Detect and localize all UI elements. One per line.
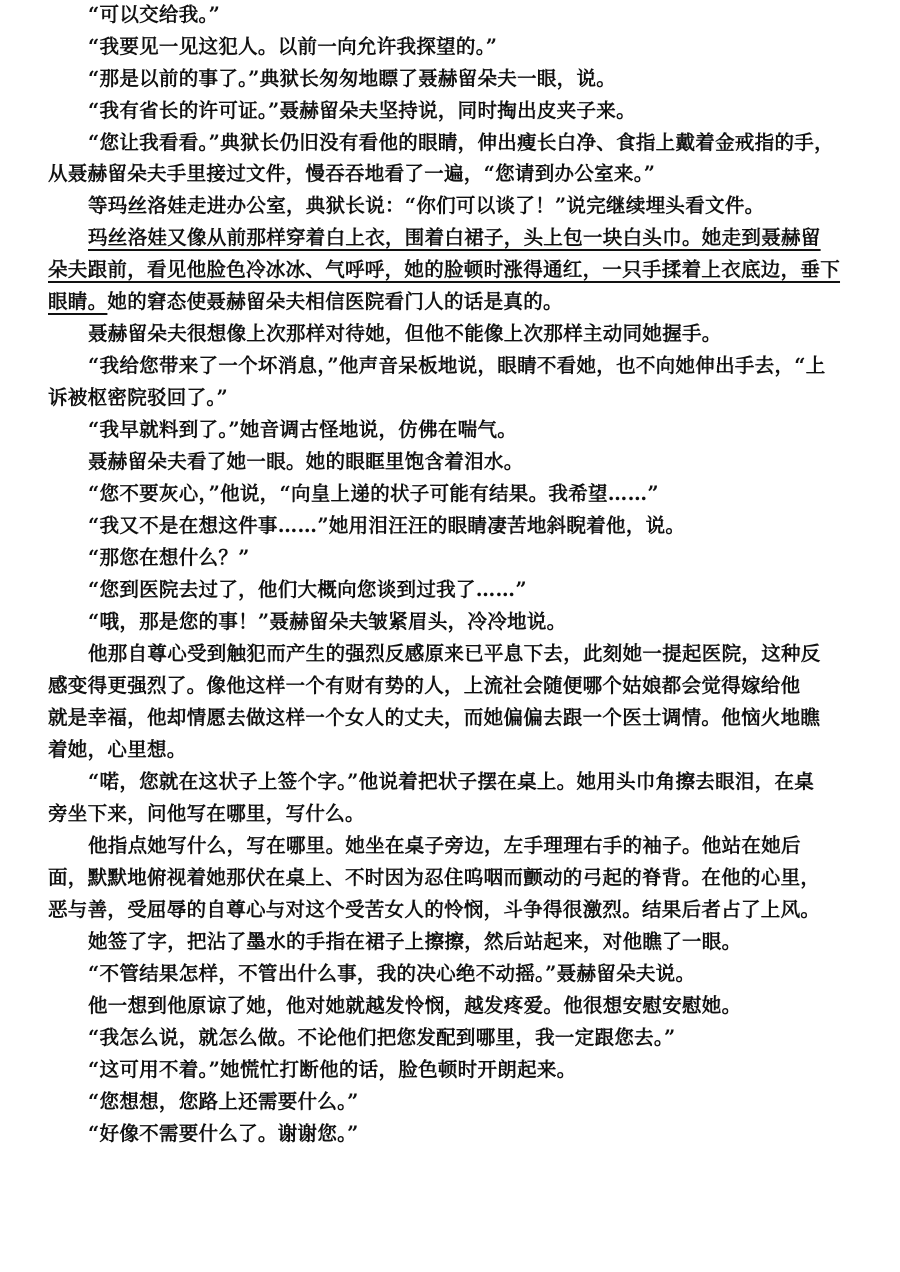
passage-segment: 她的窘态使聂赫留朵夫相信医院看门人的话是真的。	[107, 290, 563, 313]
passage-line: “我早就料到了。”她音调古怪地说，仿佛在喘气。	[88, 418, 518, 441]
passage-line: 旁坐下来，问他写在哪里，写什么。	[48, 802, 365, 825]
passage-line: 聂赫留朵夫很想像上次那样对待她，但他不能像上次那样主动同她握手。	[88, 322, 722, 345]
passage-line: “我又不是在想这件事……”她用泪汪汪的眼睛凄苦地斜睨着他，说。	[88, 514, 686, 537]
passage-line: “我怎么说，就怎么做。不论他们把您发配到哪里，我一定跟您去。”	[88, 1026, 676, 1049]
passage-line: “您到医院去过了，他们大概向您谈到过我了……”	[88, 578, 527, 601]
passage-line: “我有省长的许可证。”聂赫留朵夫坚持说，同时掏出皮夹子来。	[88, 99, 636, 122]
passage-line: “不管结果怎样，不管出什么事，我的决心绝不动摇。”聂赫留朵夫说。	[88, 962, 696, 985]
passage-line: 诉被枢密院驳回了。”	[48, 386, 228, 409]
underlined-segment: 眼睛。	[48, 290, 108, 313]
passage-line: “您想想，您路上还需要什么。”	[88, 1090, 359, 1113]
passage-line: 他指点她写什么，写在哪里。她坐在桌子旁边，左手理理右手的袖子。他站在她后	[88, 834, 801, 857]
passage-line: 等玛丝洛娃走进办公室，典狱长说：“你们可以谈了！”说完继续埋头看文件。	[88, 194, 765, 217]
passage-line: “喏，您就在这状子上签个字。”他说着把状子摆在桌上。她用头巾角擦去眼泪，在桌	[88, 770, 815, 793]
passage-line: “您不要灰心，”他说，“向皇上递的状子可能有结果。我希望……”	[88, 482, 659, 505]
passage-line: “那是以前的事了。”典狱长匆匆地瞟了聂赫留朵夫一眼，说。	[88, 67, 617, 90]
underlined-line: 玛丝洛娃又像从前那样穿着白上衣，围着白裙子，头上包一块白头巾。她走到聂赫留	[88, 226, 821, 249]
passage-line: “可以交给我。”	[88, 3, 221, 26]
passage-line: 感变得更强烈了。像他这样一个有财有势的人，上流社会随便哪个姑娘都会觉得嫁给他	[48, 674, 801, 697]
passage-line: 他一想到他原谅了她，他对她就越发怜悯，越发疼爱。他很想安慰安慰她。	[88, 994, 742, 1017]
passage-line: “您让我看看。”典狱长仍旧没有看他的眼睛，伸出瘦长白净、食指上戴着金戒指的手，	[88, 131, 834, 154]
passage-line: “我给您带来了一个坏消息，”他声音呆板地说，眼睛不看她，也不向她伸出手去，“上	[88, 354, 826, 377]
passage-line: 面，默默地俯视着她那伏在桌上、不时因为忍住呜咽而颤动的弓起的脊背。在他的心里，	[48, 866, 821, 889]
passage-line	[48, 287, 563, 317]
passage-line: 着她，心里想。	[48, 738, 187, 761]
passage-line: “我要见一见这犯人。以前一向允许我探望的。”	[88, 35, 498, 58]
passage-line: 从聂赫留朵夫手里接过文件，慢吞吞地看了一遍，“您请到办公室来。”	[48, 162, 656, 185]
passage-line: “哦，那是您的事！”聂赫留朵夫皱紧眉头，冷冷地说。	[88, 610, 567, 633]
passage-line: 他那自尊心受到触犯而产生的强烈反感原来已平息下去，此刻她一提起医院，这种反	[88, 642, 821, 665]
passage-line: 就是幸福，他却情愿去做这样一个女人的丈夫，而她偏偏去跟一个医士调情。他恼火地瞧	[48, 706, 821, 729]
passage-line: 聂赫留朵夫看了她一眼。她的眼眶里饱含着泪水。	[88, 450, 524, 473]
passage-line: “那您在想什么？”	[88, 546, 250, 569]
passage-line: 恶与善，受屈辱的自尊心与对这个受苦女人的怜悯，斗争得很激烈。结果后者占了上风。	[48, 898, 821, 921]
passage-line: “这可用不着。”她慌忙打断他的话，脸色顿时开朗起来。	[88, 1058, 577, 1081]
passage-line: 她签了字，把沾了墨水的手指在裙子上擦擦，然后站起来，对他瞧了一眼。	[88, 930, 742, 953]
underlined-line: 朵夫跟前，看见他脸色冷冰冰、气呼呼，她的脸顿时涨得通红，一只手揉着上衣底边，垂下	[48, 258, 841, 281]
passage-line: “好像不需要什么了。谢谢您。”	[88, 1122, 359, 1145]
